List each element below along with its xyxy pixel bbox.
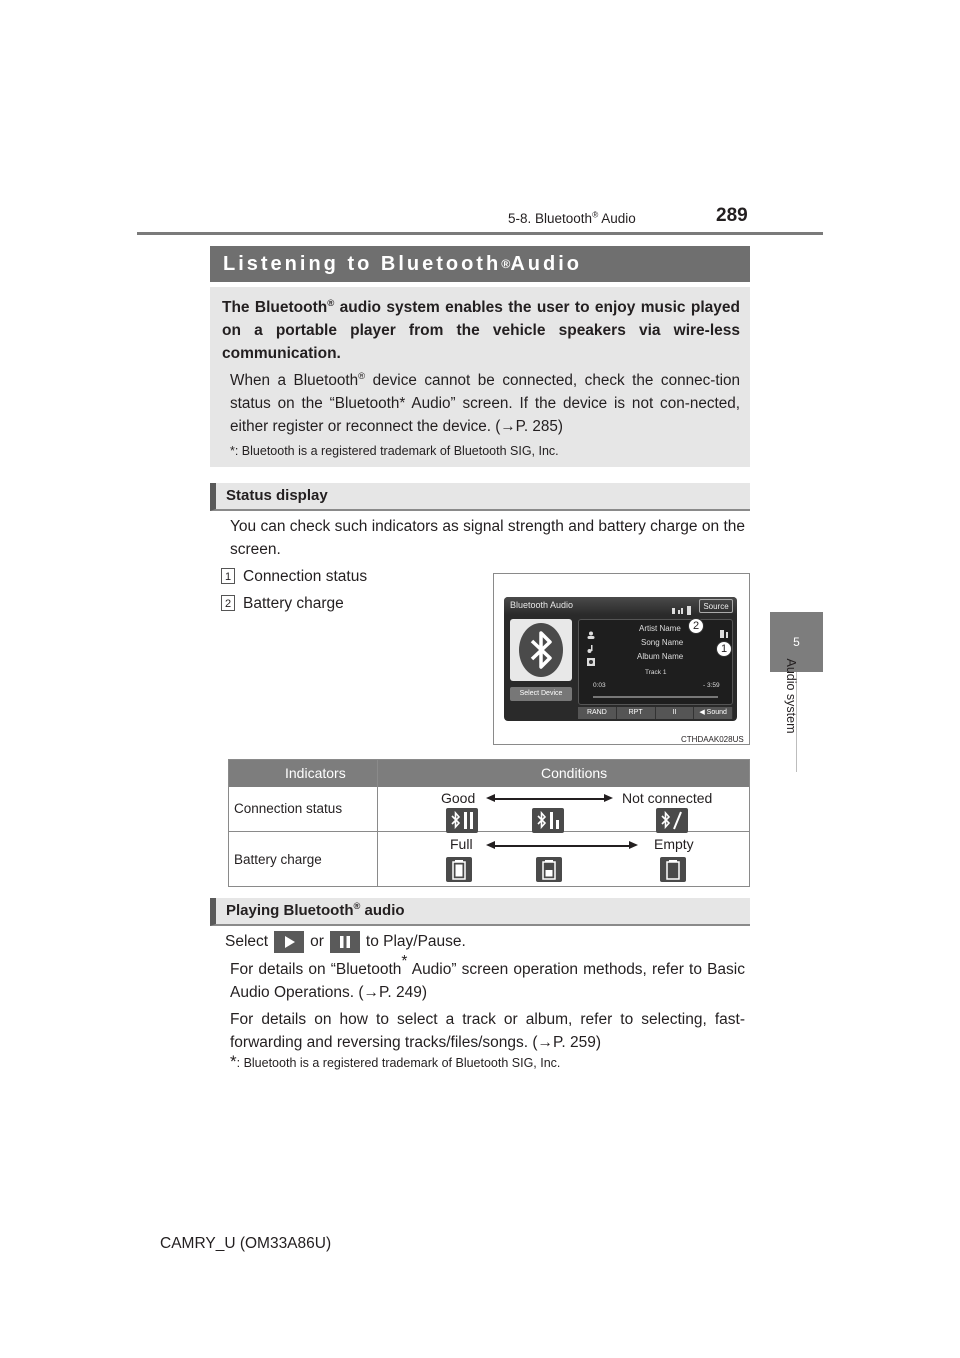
intro-lead: The Bluetooth® audio system enables the user to enjoy music played on a portable player from the vehicle speakers via wire-less communication.	[222, 297, 740, 362]
chapter-tab: 5	[770, 612, 823, 672]
status-display-heading: Status display	[210, 483, 750, 511]
callout-2: 2	[688, 618, 704, 634]
arrow-right-icon	[604, 794, 613, 802]
artist-name: Artist Name	[639, 624, 681, 633]
row-label-connection: Connection status	[234, 801, 343, 816]
playing-heading: Playing Bluetooth® audio	[210, 898, 750, 926]
header-conditions: Conditions	[541, 765, 608, 781]
progress-bar[interactable]	[593, 696, 718, 698]
audio-screen-illustration	[504, 597, 737, 721]
bluetooth-icon	[510, 619, 572, 681]
track-info-panel	[578, 619, 733, 705]
arrow-line	[494, 845, 629, 847]
item-number-badge: 2	[221, 595, 235, 611]
album-name: Album Name	[637, 652, 684, 661]
details-track-selection: For details on how to select a track or album, refer to selecting, fast-forwarding and reversing tracks/files/songs. (→P. 259)	[230, 1011, 745, 1051]
intro-footnote: *: Bluetooth is a registered trademark of Bluetooth SIG, Inc.	[230, 444, 559, 458]
battery-half-icon	[536, 857, 562, 882]
good-label: Good	[441, 790, 476, 806]
full-label: Full	[450, 836, 473, 852]
arrow-line	[494, 798, 604, 800]
song-name: Song Name	[641, 638, 684, 647]
playing-footnote: *: Bluetooth is a registered trademark of Bluetooth SIG, Inc.	[230, 1052, 561, 1071]
source-button[interactable]: Source	[699, 599, 733, 613]
track-number: Track 1	[645, 669, 667, 676]
pause-icon	[330, 931, 360, 953]
page-title: Listening to Bluetooth ® Audio	[210, 246, 750, 282]
pause-button[interactable]: II	[656, 707, 695, 719]
bluetooth-logo-panel	[510, 619, 572, 681]
not-connected-label: Not connected	[622, 790, 713, 806]
play-icon	[274, 931, 304, 953]
section-header: 5-8. Bluetooth® Audio	[508, 209, 636, 226]
table-header	[229, 760, 749, 787]
random-button[interactable]: RAND	[578, 707, 617, 719]
remaining-time: - 3:59	[703, 682, 720, 689]
status-display-body: You can check such indicators as signal strength and battery charge on the screen.	[230, 518, 745, 558]
callout-1: 1	[716, 641, 732, 657]
image-code: CTHDAAK028US	[681, 735, 744, 744]
battery-empty-icon	[660, 857, 686, 882]
item-label-battery: Battery charge	[243, 595, 344, 612]
elapsed-time: 0:03	[593, 682, 606, 689]
row-label-battery: Battery charge	[234, 852, 322, 867]
status-icons	[672, 602, 694, 611]
empty-label: Empty	[654, 836, 694, 852]
bottom-control-bar	[578, 707, 733, 719]
details-screen-operation: For details on “Bluetooth* Audio” screen operation methods, refer to Basic Audio Operations. (→P. 249)	[230, 952, 745, 1001]
arrow-right-icon	[629, 841, 638, 849]
chapter-label: Audio system	[784, 658, 798, 734]
item-label-connection: Connection status	[243, 568, 368, 585]
repeat-button[interactable]: RPT	[617, 707, 656, 719]
page-number: 289	[716, 205, 748, 226]
battery-full-icon	[446, 857, 472, 882]
header-indicators: Indicators	[285, 765, 346, 781]
header-rule	[137, 232, 823, 235]
sound-button[interactable]: ◀ Sound	[694, 707, 733, 719]
album-icon	[587, 653, 595, 671]
select-device-button[interactable]: Select Device	[510, 687, 572, 701]
item-number-badge: 1	[221, 568, 235, 584]
screen-title: Bluetooth Audio	[510, 600, 574, 610]
intro-note: When a Bluetooth® device cannot be connected, check the connec-tion status on the “Bluetooth* Audio” screen. If the device is not con-nected, either register or reconnect the device. (→P. 285)	[230, 370, 741, 435]
select-play-pause: Select or to Play/Pause.	[225, 930, 466, 953]
bluetooth-weak-icon	[532, 808, 564, 833]
bluetooth-disconnected-icon	[656, 808, 688, 833]
signal-battery-icon	[672, 606, 694, 615]
table-divider	[377, 760, 378, 886]
document-code-footer: CAMRY_U (OM33A86U)	[160, 1235, 332, 1252]
bluetooth-strong-icon	[446, 808, 478, 833]
indicators-table	[228, 759, 750, 887]
